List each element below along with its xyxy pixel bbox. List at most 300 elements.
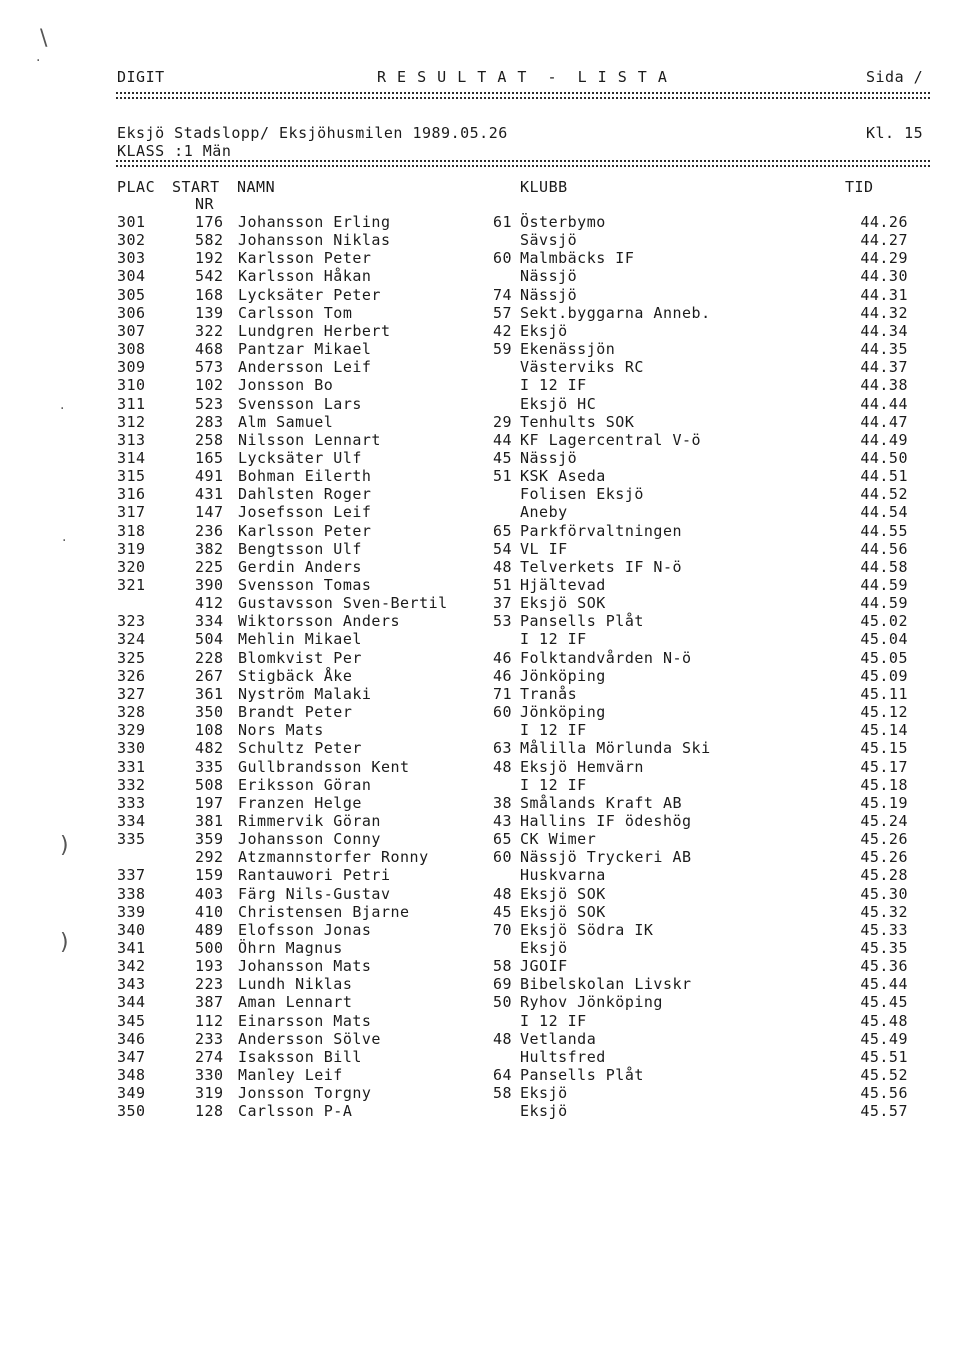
cell-time: 45.51: [860, 1048, 908, 1066]
cell-start: 468: [195, 340, 224, 358]
cell-club: Aneby: [520, 503, 568, 521]
cell-num: 42: [492, 322, 512, 340]
cell-name: Brandt Peter: [238, 703, 353, 721]
cell-name: Gullbrandsson Kent: [238, 758, 410, 776]
cell-num: 74: [492, 286, 512, 304]
cell-num: 70: [492, 921, 512, 939]
cell-plac: 312: [117, 413, 146, 431]
cell-name: Aman Lennart: [238, 993, 353, 1011]
cell-num: 58: [492, 957, 512, 975]
cell-start: 504: [195, 630, 224, 648]
header-rule: [116, 92, 930, 99]
cell-start: 112: [195, 1012, 224, 1030]
cell-club: Västerviks RC: [520, 358, 644, 376]
cell-start: 403: [195, 885, 224, 903]
cell-time: 45.35: [860, 939, 908, 957]
cell-time: 44.35: [860, 340, 908, 358]
cell-time: 45.09: [860, 667, 908, 685]
cell-start: 361: [195, 685, 224, 703]
cell-club: I 12 IF: [520, 376, 587, 394]
cell-plac: 341: [117, 939, 146, 957]
cell-plac: 340: [117, 921, 146, 939]
cell-time: 44.50: [860, 449, 908, 467]
cell-start: 223: [195, 975, 224, 993]
cell-num: 60: [492, 703, 512, 721]
cell-name: Wiktorsson Anders: [238, 612, 401, 630]
cell-club: Eksjö SOK: [520, 885, 606, 903]
cell-plac: 320: [117, 558, 146, 576]
cell-name: Manley Leif: [238, 1066, 343, 1084]
cell-name: Pantzar Mikael: [238, 340, 372, 358]
cell-name: Josefsson Leif: [238, 503, 372, 521]
cell-start: 412: [195, 594, 224, 612]
cell-name: Bohman Eilerth: [238, 467, 372, 485]
cell-plac: 323: [117, 612, 146, 630]
cell-start: 381: [195, 812, 224, 830]
cell-time: 44.29: [860, 249, 908, 267]
cell-num: 69: [492, 975, 512, 993]
cell-club: Jönköping: [520, 667, 606, 685]
cell-name: Johansson Niklas: [238, 231, 391, 249]
cell-num: 45: [492, 449, 512, 467]
cell-time: 45.11: [860, 685, 908, 703]
cell-plac: 315: [117, 467, 146, 485]
cell-num: 65: [492, 522, 512, 540]
cell-start: 102: [195, 376, 224, 394]
cell-num: 61: [492, 213, 512, 231]
cell-name: Carlsson P-A: [238, 1102, 353, 1120]
cell-club: Hjältevad: [520, 576, 606, 594]
cell-start: 236: [195, 522, 224, 540]
cell-club: Hallins IF ödeshög: [520, 812, 692, 830]
cell-club: Eksjö Hemvärn: [520, 758, 644, 776]
cell-name: Johansson Mats: [238, 957, 372, 975]
cell-start: 274: [195, 1048, 224, 1066]
cell-start: 508: [195, 776, 224, 794]
cell-num: 54: [492, 540, 512, 558]
cell-time: 45.56: [860, 1084, 908, 1102]
cell-num: 29: [492, 413, 512, 431]
cell-club: KSK Aseda: [520, 467, 606, 485]
cell-plac: 346: [117, 1030, 146, 1048]
cell-time: 45.36: [860, 957, 908, 975]
cell-club: Sävsjö: [520, 231, 578, 249]
cell-club: I 12 IF: [520, 630, 587, 648]
cell-start: 176: [195, 213, 224, 231]
cell-plac: 305: [117, 286, 146, 304]
cell-num: 38: [492, 794, 512, 812]
cell-club: Pansells Plåt: [520, 1066, 644, 1084]
cell-start: 225: [195, 558, 224, 576]
cell-start: 168: [195, 286, 224, 304]
cell-club: Hultsfred: [520, 1048, 606, 1066]
cell-club: Nässjö: [520, 449, 578, 467]
cell-club: Eksjö SOK: [520, 903, 606, 921]
cell-name: Karlsson Peter: [238, 522, 372, 540]
cell-name: Johansson Erling: [238, 213, 391, 231]
cell-plac: 316: [117, 485, 146, 503]
cell-start: 350: [195, 703, 224, 721]
cell-club: VL IF: [520, 540, 568, 558]
cell-start: 359: [195, 830, 224, 848]
cell-name: Johansson Conny: [238, 830, 381, 848]
cell-time: 45.05: [860, 649, 908, 667]
cell-club: Eksjö: [520, 1102, 568, 1120]
cell-plac: 302: [117, 231, 146, 249]
cell-time: 44.49: [860, 431, 908, 449]
cell-club: Eksjö SOK: [520, 594, 606, 612]
cell-plac: 304: [117, 267, 146, 285]
cell-club: I 12 IF: [520, 1012, 587, 1030]
cell-name: Karlsson Peter: [238, 249, 372, 267]
cell-name: Dahlsten Roger: [238, 485, 372, 503]
cell-club: Eksjö: [520, 939, 568, 957]
cell-time: 45.15: [860, 739, 908, 757]
cell-club: Eksjö: [520, 1084, 568, 1102]
cell-plac: 324: [117, 630, 146, 648]
cell-time: 45.19: [860, 794, 908, 812]
cell-club: I 12 IF: [520, 776, 587, 794]
cell-time: 44.56: [860, 540, 908, 558]
cell-num: 50: [492, 993, 512, 1011]
cell-start: 228: [195, 649, 224, 667]
cell-club: I 12 IF: [520, 721, 587, 739]
cell-name: Rantauwori Petri: [238, 866, 391, 884]
col-header-start: START: [172, 178, 220, 196]
cell-club: Ekenässjön: [520, 340, 616, 358]
cell-club: Eksjö HC: [520, 395, 597, 413]
cell-start: 267: [195, 667, 224, 685]
cell-start: 322: [195, 322, 224, 340]
cell-name: Lundh Niklas: [238, 975, 353, 993]
cell-club: Tranås: [520, 685, 578, 703]
cell-num: 48: [492, 558, 512, 576]
cell-club: Sekt.byggarna Anneb.: [520, 304, 711, 322]
cell-plac: 345: [117, 1012, 146, 1030]
cell-time: 44.27: [860, 231, 908, 249]
cell-name: Blomkvist Per: [238, 649, 362, 667]
cell-start: 573: [195, 358, 224, 376]
cell-start: 108: [195, 721, 224, 739]
cell-time: 44.37: [860, 358, 908, 376]
margin-mark-paren: ): [60, 930, 69, 955]
cell-time: 44.59: [860, 594, 908, 612]
cell-time: 44.38: [860, 376, 908, 394]
cell-club: Smålands Kraft AB: [520, 794, 683, 812]
cell-start: 139: [195, 304, 224, 322]
cell-plac: 338: [117, 885, 146, 903]
cell-time: 45.33: [860, 921, 908, 939]
cell-start: 147: [195, 503, 224, 521]
cell-start: 482: [195, 739, 224, 757]
cell-plac: 310: [117, 376, 146, 394]
cell-start: 382: [195, 540, 224, 558]
cell-plac: 329: [117, 721, 146, 739]
cell-plac: 337: [117, 866, 146, 884]
cell-time: 44.47: [860, 413, 908, 431]
cell-plac: 349: [117, 1084, 146, 1102]
cell-club: CK Wimer: [520, 830, 597, 848]
event-name: Eksjö Stadslopp/ Eksjöhusmilen 1989.05.26: [117, 124, 508, 142]
cell-start: 431: [195, 485, 224, 503]
page-label: Sida /: [866, 68, 924, 86]
cell-name: Andersson Leif: [238, 358, 372, 376]
cell-time: 44.26: [860, 213, 908, 231]
cell-name: Bengtsson Ulf: [238, 540, 362, 558]
cell-club: Jönköping: [520, 703, 606, 721]
cell-time: 45.45: [860, 993, 908, 1011]
cell-start: 334: [195, 612, 224, 630]
cell-plac: 301: [117, 213, 146, 231]
cell-time: 44.30: [860, 267, 908, 285]
cell-num: 57: [492, 304, 512, 322]
col-header-plac: PLAC: [117, 178, 156, 196]
cell-club: JGOIF: [520, 957, 568, 975]
class-ref: Kl. 15: [866, 124, 924, 142]
cell-plac: 321: [117, 576, 146, 594]
cell-plac: 306: [117, 304, 146, 322]
cell-club: Nässjö: [520, 286, 578, 304]
cell-name: Alm Samuel: [238, 413, 334, 431]
cell-num: 71: [492, 685, 512, 703]
cell-plac: 311: [117, 395, 146, 413]
cell-start: 390: [195, 576, 224, 594]
cell-time: 44.52: [860, 485, 908, 503]
cell-name: Schultz Peter: [238, 739, 362, 757]
cell-time: 44.59: [860, 576, 908, 594]
cell-start: 542: [195, 267, 224, 285]
cell-time: 45.24: [860, 812, 908, 830]
cell-start: 523: [195, 395, 224, 413]
cell-time: 45.28: [860, 866, 908, 884]
cell-num: 51: [492, 576, 512, 594]
cell-num: 46: [492, 667, 512, 685]
cell-time: 44.54: [860, 503, 908, 521]
cell-plac: 339: [117, 903, 146, 921]
cell-start: 387: [195, 993, 224, 1011]
cell-name: Eriksson Göran: [238, 776, 372, 794]
cell-start: 582: [195, 231, 224, 249]
cell-time: 44.31: [860, 286, 908, 304]
cell-plac: 335: [117, 830, 146, 848]
cell-time: 45.30: [860, 885, 908, 903]
cell-start: 319: [195, 1084, 224, 1102]
cell-club: Huskvarna: [520, 866, 606, 884]
cell-club: Folisen Eksjö: [520, 485, 644, 503]
cell-num: 45: [492, 903, 512, 921]
cell-club: Bibelskolan Livskr: [520, 975, 692, 993]
cell-plac: 307: [117, 322, 146, 340]
cell-start: 233: [195, 1030, 224, 1048]
cell-plac: 334: [117, 812, 146, 830]
cell-time: 44.51: [860, 467, 908, 485]
cell-club: Tenhults SOK: [520, 413, 635, 431]
cell-club: Telverkets IF N-ö: [520, 558, 683, 576]
cell-plac: 332: [117, 776, 146, 794]
cell-plac: 309: [117, 358, 146, 376]
cell-name: Lundgren Herbert: [238, 322, 391, 340]
cell-start: 489: [195, 921, 224, 939]
cell-club: Parkförvaltningen: [520, 522, 683, 540]
cell-num: 64: [492, 1066, 512, 1084]
cell-name: Lycksäter Peter: [238, 286, 381, 304]
cell-club: Vetlanda: [520, 1030, 597, 1048]
cell-num: 44: [492, 431, 512, 449]
cell-name: Färg Nils-Gustav: [238, 885, 391, 903]
cell-name: Atzmannstorfer Ronny: [238, 848, 429, 866]
cell-num: 43: [492, 812, 512, 830]
report-title: R E S U L T A T - L I S T A: [377, 68, 668, 86]
cell-time: 45.04: [860, 630, 908, 648]
cell-club: Österbymo: [520, 213, 606, 231]
cell-num: 59: [492, 340, 512, 358]
cell-club: Nässjö: [520, 267, 578, 285]
cell-name: Jonsson Torgny: [238, 1084, 372, 1102]
cell-plac: 342: [117, 957, 146, 975]
cell-time: 45.26: [860, 830, 908, 848]
cell-time: 44.55: [860, 522, 908, 540]
cell-plac: 348: [117, 1066, 146, 1084]
cell-plac: 331: [117, 758, 146, 776]
cell-club: Eksjö Södra IK: [520, 921, 654, 939]
cell-num: 48: [492, 1030, 512, 1048]
col-header-club: KLUBB: [520, 178, 568, 196]
cell-time: 45.14: [860, 721, 908, 739]
cell-start: 193: [195, 957, 224, 975]
cell-num: 65: [492, 830, 512, 848]
cell-start: 283: [195, 413, 224, 431]
cell-time: 45.12: [860, 703, 908, 721]
cell-plac: 330: [117, 739, 146, 757]
cell-name: Carlsson Tom: [238, 304, 353, 322]
cell-club: Nässjö Tryckeri AB: [520, 848, 692, 866]
cell-name: Mehlin Mikael: [238, 630, 362, 648]
cell-plac: 347: [117, 1048, 146, 1066]
cell-name: Andersson Sölve: [238, 1030, 381, 1048]
cell-num: 60: [492, 848, 512, 866]
cell-plac: 328: [117, 703, 146, 721]
cell-plac: 313: [117, 431, 146, 449]
cell-start: 197: [195, 794, 224, 812]
cell-num: 58: [492, 1084, 512, 1102]
cell-time: 45.57: [860, 1102, 908, 1120]
cell-time: 44.44: [860, 395, 908, 413]
cell-name: Gerdin Anders: [238, 558, 362, 576]
header-left: DIGIT: [117, 68, 165, 86]
cell-name: Jonsson Bo: [238, 376, 334, 394]
cell-start: 192: [195, 249, 224, 267]
cell-time: 45.18: [860, 776, 908, 794]
cell-plac: 308: [117, 340, 146, 358]
cell-name: Lycksäter Ulf: [238, 449, 362, 467]
cell-time: 45.44: [860, 975, 908, 993]
cell-num: 37: [492, 594, 512, 612]
cell-name: Isaksson Bill: [238, 1048, 362, 1066]
cell-num: 51: [492, 467, 512, 485]
cell-name: Nors Mats: [238, 721, 324, 739]
cell-plac: 318: [117, 522, 146, 540]
cell-time: 45.48: [860, 1012, 908, 1030]
cell-num: 48: [492, 758, 512, 776]
cell-time: 44.34: [860, 322, 908, 340]
cell-time: 45.32: [860, 903, 908, 921]
cell-start: 410: [195, 903, 224, 921]
cell-start: 491: [195, 467, 224, 485]
cell-time: 45.02: [860, 612, 908, 630]
cell-plac: 325: [117, 649, 146, 667]
cell-name: Svensson Lars: [238, 395, 362, 413]
cell-time: 45.26: [860, 848, 908, 866]
cell-start: 165: [195, 449, 224, 467]
col-header-time: TID: [845, 178, 874, 196]
cell-num: 46: [492, 649, 512, 667]
cell-time: 44.58: [860, 558, 908, 576]
cell-club: Eksjö: [520, 322, 568, 340]
cell-club: Ryhov Jönköping: [520, 993, 663, 1011]
cell-club: KF Lagercentral V-ö: [520, 431, 702, 449]
cell-plac: 317: [117, 503, 146, 521]
section-rule: [116, 160, 930, 167]
cell-plac: 303: [117, 249, 146, 267]
cell-plac: 333: [117, 794, 146, 812]
cell-club: Malmbäcks IF: [520, 249, 635, 267]
margin-mark-dot: ·: [36, 53, 41, 69]
margin-mark-dot: ·: [62, 533, 67, 549]
cell-num: 63: [492, 739, 512, 757]
cell-start: 258: [195, 431, 224, 449]
margin-mark-top: \: [40, 26, 48, 51]
cell-time: 45.17: [860, 758, 908, 776]
cell-name: Svensson Tomas: [238, 576, 372, 594]
cell-name: Gustavsson Sven-Bertil: [238, 594, 448, 612]
cell-club: Pansells Plåt: [520, 612, 644, 630]
cell-start: 159: [195, 866, 224, 884]
col-header-start-nr: NR: [195, 195, 215, 213]
col-header-name: NAMN: [237, 178, 276, 196]
cell-start: 500: [195, 939, 224, 957]
cell-name: Nilsson Lennart: [238, 431, 381, 449]
cell-time: 44.32: [860, 304, 908, 322]
cell-time: 45.52: [860, 1066, 908, 1084]
cell-start: 335: [195, 758, 224, 776]
class-label: KLASS :1 Män: [117, 142, 232, 160]
cell-start: 330: [195, 1066, 224, 1084]
cell-name: Öhrn Magnus: [238, 939, 343, 957]
cell-name: Franzen Helge: [238, 794, 362, 812]
cell-time: 45.49: [860, 1030, 908, 1048]
cell-plac: 314: [117, 449, 146, 467]
cell-num: 60: [492, 249, 512, 267]
cell-club: Folktandvården N-ö: [520, 649, 692, 667]
cell-plac: 326: [117, 667, 146, 685]
cell-plac: 327: [117, 685, 146, 703]
cell-name: Stigbäck Åke: [238, 667, 353, 685]
cell-start: 292: [195, 848, 224, 866]
cell-plac: 344: [117, 993, 146, 1011]
margin-mark-paren: ): [60, 833, 69, 858]
cell-name: Nyström Malaki: [238, 685, 372, 703]
cell-name: Elofsson Jonas: [238, 921, 372, 939]
cell-club: Målilla Mörlunda Ski: [520, 739, 711, 757]
cell-plac: 343: [117, 975, 146, 993]
cell-num: 53: [492, 612, 512, 630]
margin-mark-dot: ·: [60, 401, 65, 417]
cell-name: Christensen Bjarne: [238, 903, 410, 921]
cell-plac: 319: [117, 540, 146, 558]
cell-plac: 350: [117, 1102, 146, 1120]
cell-name: Rimmervik Göran: [238, 812, 381, 830]
cell-num: 48: [492, 885, 512, 903]
